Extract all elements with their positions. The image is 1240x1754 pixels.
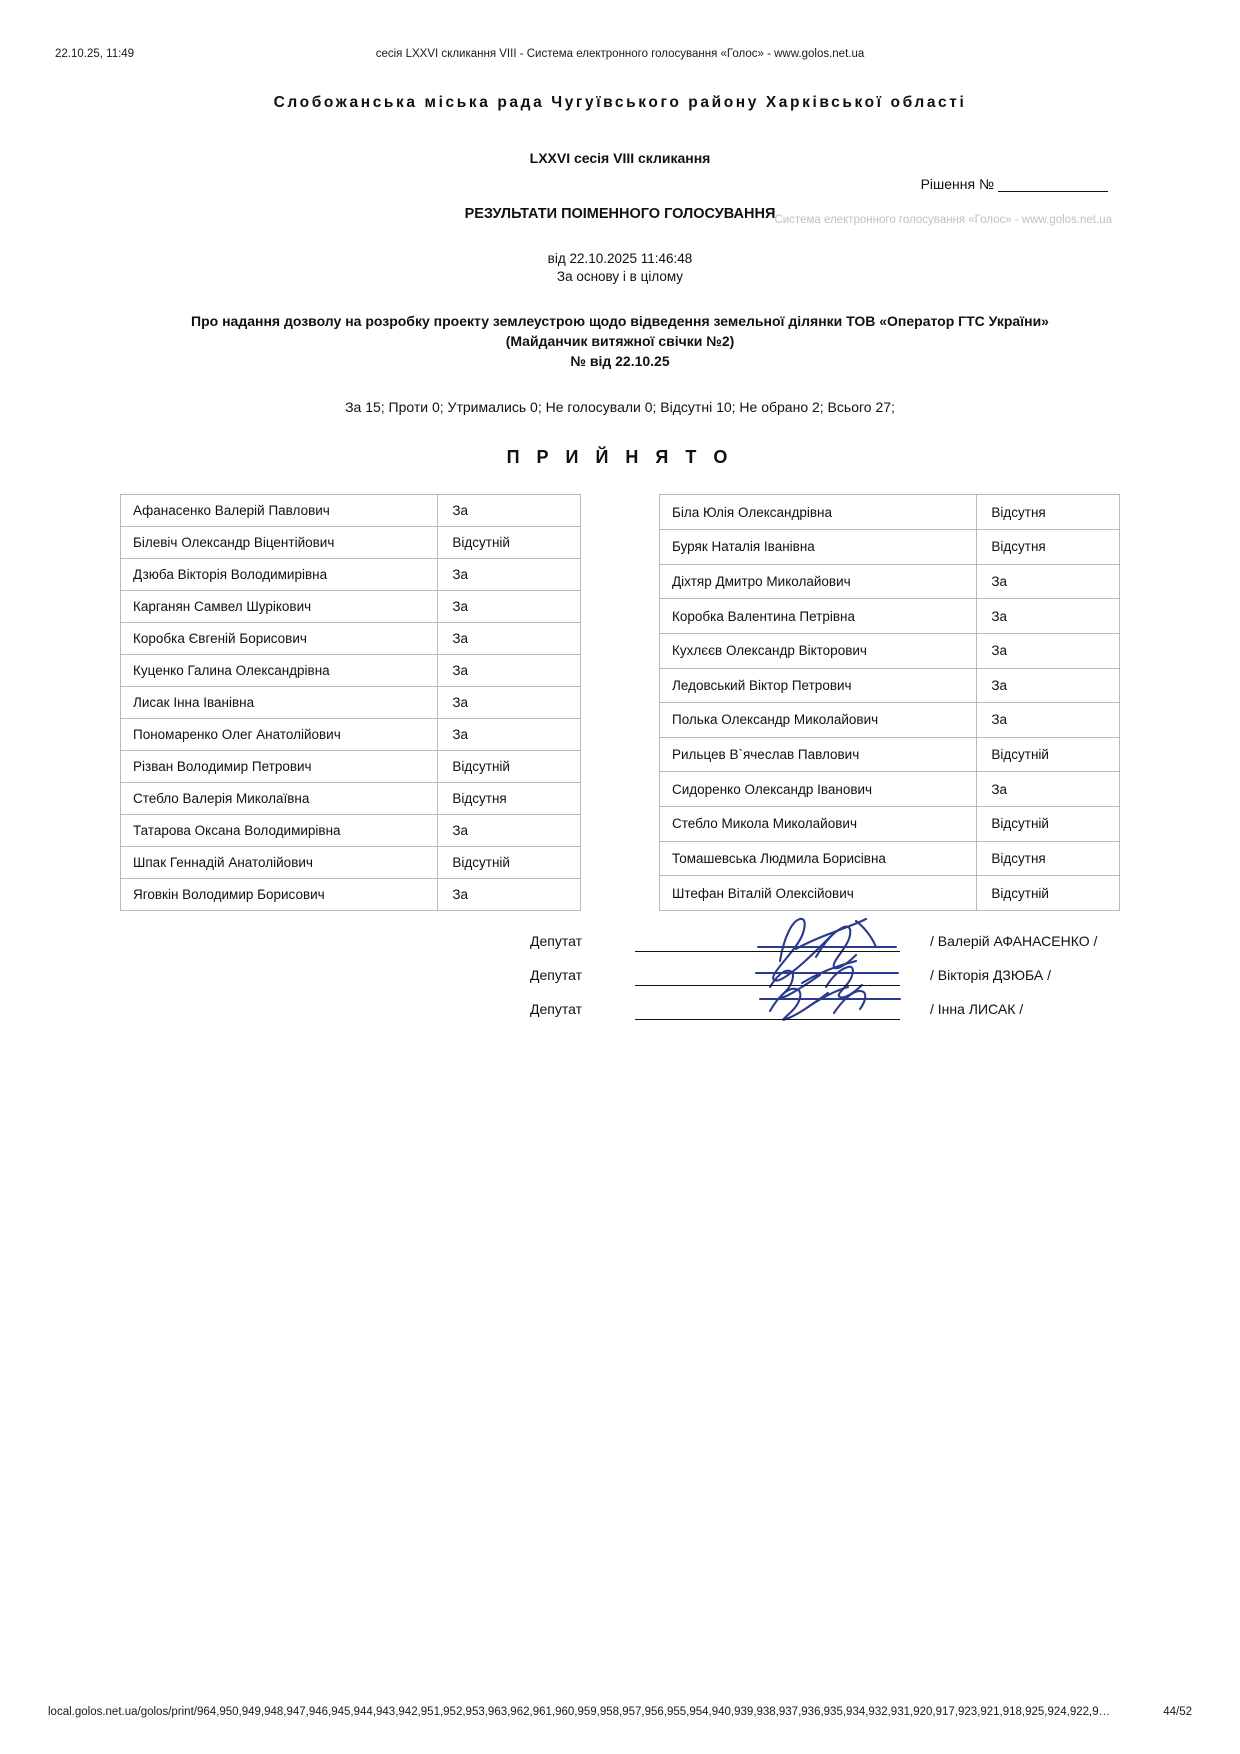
table-row — [121, 655, 581, 687]
agenda-subject-line1: Про надання дозволу на розробку проекту землеустрою щодо відведення земельної ділянки ТОВ «Оператор ГТС України» — [191, 313, 1049, 330]
table-row — [660, 807, 1120, 842]
signature-line — [635, 951, 900, 952]
table-row — [121, 815, 581, 847]
deputy-vote: За — [977, 564, 1120, 599]
deputy-name: Яговкін Володимир Борисович — [121, 879, 438, 911]
deputy-name: Лисак Інна Іванівна — [121, 687, 438, 719]
table-row — [121, 847, 581, 879]
table-row — [121, 751, 581, 783]
deputy-vote: Відсутній — [438, 751, 581, 783]
deputy-vote: Відсутній — [977, 807, 1120, 842]
table-row — [121, 527, 581, 559]
table-row — [121, 495, 581, 527]
decision-number — [120, 176, 1120, 198]
deputy-vote: Відсутня — [977, 529, 1120, 564]
deputy-name: Татарова Оксана Володимирівна — [121, 815, 438, 847]
deputy-name: Дзюба Вікторія Володимирівна — [121, 559, 438, 591]
table-row — [121, 591, 581, 623]
deputy-name: Ледовський Віктор Петрович — [660, 668, 977, 703]
table-row — [660, 703, 1120, 738]
vote-verdict: П Р И Й Н Я Т О — [506, 447, 734, 468]
vote-tables — [120, 494, 1120, 911]
table-row — [660, 772, 1120, 807]
signature-line — [635, 1019, 900, 1020]
vote-datetime-line1: від 22.10.2025 11:46:48 — [547, 251, 693, 266]
deputy-name: Томашевська Людмила Борисівна — [660, 841, 977, 876]
deputy-vote: Відсутній — [977, 737, 1120, 772]
table-row — [121, 623, 581, 655]
deputy-vote: За — [977, 633, 1120, 668]
signature-name: / Інна ЛИСАК / — [930, 1001, 1024, 1018]
deputy-vote: За — [977, 599, 1120, 634]
council-title: Слобожанська міська рада Чугуївського району Харківської області — [273, 94, 967, 111]
table-row — [121, 719, 581, 751]
decision-number-label: Рішення № — [920, 176, 994, 192]
decision-number-blank — [998, 178, 1108, 192]
deputy-name: Рильцев В`ячеслав Павлович — [660, 737, 977, 772]
deputy-vote: За — [438, 495, 581, 527]
document-body — [120, 86, 1120, 1049]
deputy-vote: За — [977, 772, 1120, 807]
deputy-vote: За — [438, 559, 581, 591]
deputy-name: Куценко Галина Олександрівна — [121, 655, 438, 687]
deputy-vote: Відсутній — [977, 876, 1120, 911]
vote-mode-line: За основу і в цілому — [556, 269, 684, 285]
table-row — [121, 879, 581, 911]
table-row — [660, 495, 1120, 530]
deputy-name: Афанасенко Валерій Павлович — [121, 495, 438, 527]
deputy-name: Сидоренко Олександр Іванович — [660, 772, 977, 807]
deputy-vote: За — [977, 668, 1120, 703]
deputy-vote: Відсутній — [438, 847, 581, 879]
table-row — [660, 529, 1120, 564]
table-row — [660, 737, 1120, 772]
deputy-name: Біла Юлія Олександрівна — [660, 495, 977, 530]
table-row — [660, 841, 1120, 876]
deputy-vote: Відсутня — [977, 495, 1120, 530]
signature-role: Депутат — [530, 933, 582, 950]
table-row — [660, 668, 1120, 703]
deputy-name: Стебло Микола Миколайович — [660, 807, 977, 842]
signature-name: / Валерій АФАНАСЕНКО / — [930, 933, 1098, 950]
deputy-name: Полька Олександр Миколайович — [660, 703, 977, 738]
table-row — [660, 876, 1120, 911]
agenda-subject-line2: (Майданчик витяжної свічки №2) — [505, 333, 735, 350]
deputy-vote: За — [438, 655, 581, 687]
deputy-name: Кухлєєв Олександр Вікторович — [660, 633, 977, 668]
deputy-name: Штефан Віталій Олексійович — [660, 876, 977, 911]
deputy-name: Пономаренко Олег Анатолійович — [121, 719, 438, 751]
deputy-vote: За — [438, 687, 581, 719]
signature-row — [120, 997, 1120, 1031]
deputy-name: Шпак Геннадій Анатолійович — [121, 847, 438, 879]
table-row — [660, 564, 1120, 599]
deputy-vote: За — [438, 591, 581, 623]
deputy-vote: За — [438, 815, 581, 847]
signature-row — [120, 963, 1120, 997]
signature-role: Депутат — [530, 1001, 582, 1018]
signature-role: Депутат — [530, 967, 582, 984]
signature-block — [120, 929, 1120, 1049]
print-footer-page: 44/52 — [1163, 1706, 1192, 1718]
deputy-name: Буряк Наталія Іванівна — [660, 529, 977, 564]
vote-tally: За 15; Проти 0; Утримались 0; Не голосували 0; Відсутні 10; Не обрано 2; Всього 27; — [345, 399, 895, 416]
deputy-vote: Відсутня — [977, 841, 1120, 876]
deputy-name: Діхтяр Дмитро Миколайович — [660, 564, 977, 599]
deputy-name: Різван Володимир Петрович — [121, 751, 438, 783]
session-line: LXXVI сесія VIII скликання — [529, 150, 711, 166]
deputy-name: Білевіч Олександр Віцентійович — [121, 527, 438, 559]
agenda-subject — [120, 312, 1120, 371]
signature-line — [635, 985, 900, 986]
agenda-subject-line3: № від 22.10.25 — [570, 352, 670, 369]
table-row — [121, 783, 581, 815]
deputy-vote: Відсутній — [438, 527, 581, 559]
deputy-name: Стебло Валерія Миколаївна — [121, 783, 438, 815]
deputy-vote: За — [438, 623, 581, 655]
deputy-name: Коробка Євгеній Борисович — [121, 623, 438, 655]
table-row — [121, 687, 581, 719]
results-title: РЕЗУЛЬТАТИ ПОІМЕННОГО ГОЛОСУВАННЯ — [464, 206, 776, 222]
vote-table-right — [659, 494, 1120, 911]
print-header-title: сесія LXXVI скликання VIII - Система електронного голосування «Голос» - www.golos.net.ua — [375, 48, 865, 60]
deputy-vote: За — [438, 719, 581, 751]
deputy-vote: Відсутня — [438, 783, 581, 815]
deputy-name: Карганян Самвел Шурікович — [121, 591, 438, 623]
print-header-date: 22.10.25, 11:49 — [55, 48, 135, 60]
signature-name: / Вікторія ДЗЮБА / — [930, 967, 1051, 984]
deputy-name: Коробка Валентина Петрівна — [660, 599, 977, 634]
vote-datetime — [120, 250, 1120, 286]
deputy-vote: За — [977, 703, 1120, 738]
deputy-vote: За — [438, 879, 581, 911]
table-row — [660, 599, 1120, 634]
vote-table-left — [120, 494, 581, 911]
print-footer-url: local.golos.net.ua/golos/print/964,950,949,948,947,946,945,944,943,942,951,952,953,963,962,961,960,959,958,957,956,955,954,940,939,938,937,936,935,934,932,931,920,917,923,921,918,925,924,922,9… — [48, 1706, 1111, 1718]
system-watermark: Система електронного голосування «Голос» - www.golos.net.ua — [774, 214, 1112, 226]
table-row — [121, 559, 581, 591]
table-row — [660, 633, 1120, 668]
signature-row — [120, 929, 1120, 963]
